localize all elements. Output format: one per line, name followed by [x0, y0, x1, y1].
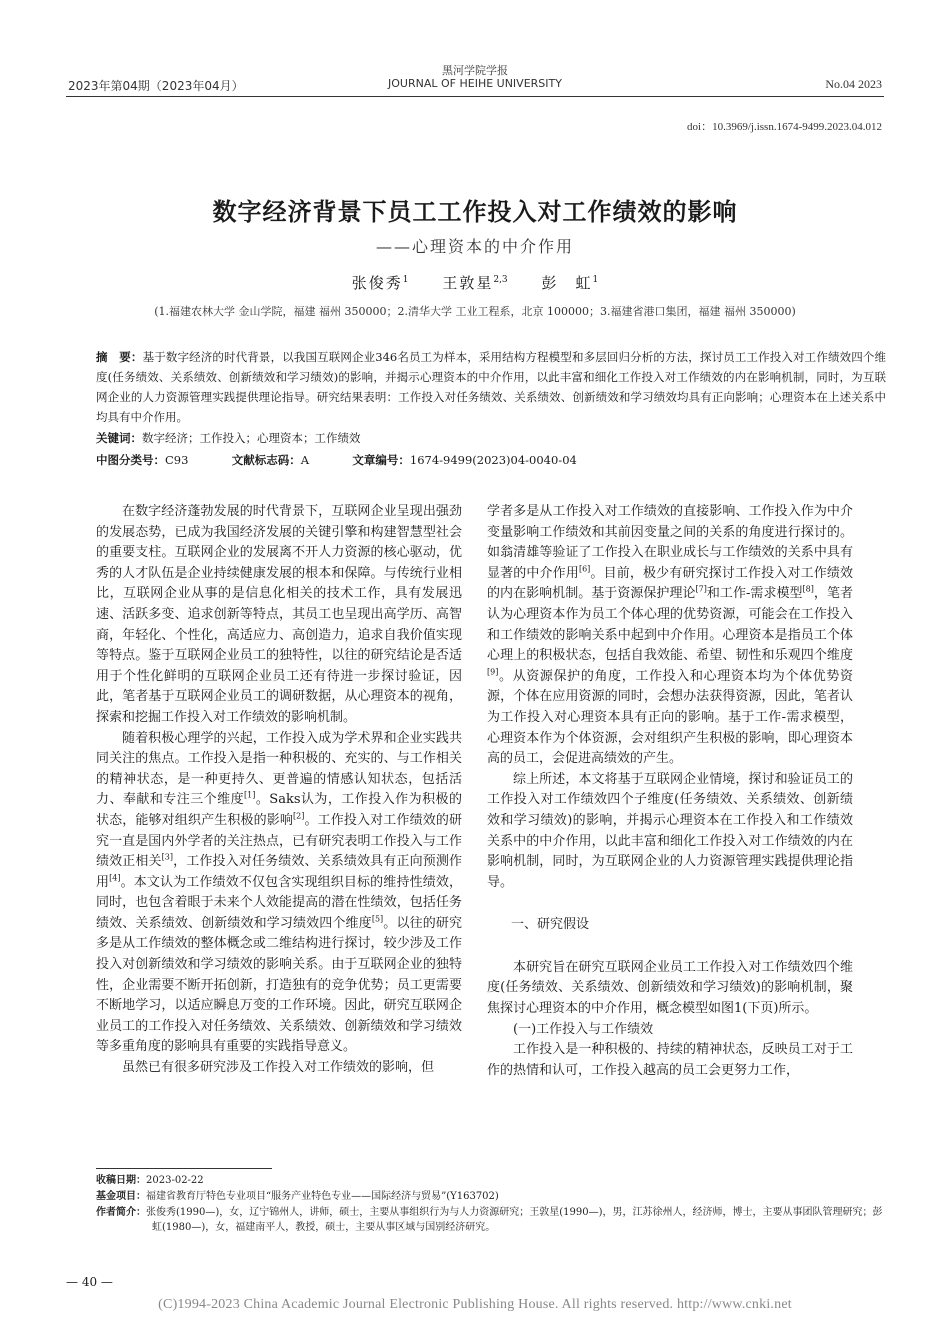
keywords: [96, 430, 361, 446]
paper-title: 数字经济背景下员工工作投入对工作绩效的影响: [212, 197, 738, 226]
received-label: 收稿日期：: [96, 1175, 146, 1186]
doi: doi：10.3969/j.issn.1674-9499.2023.04.012: [687, 121, 882, 133]
clc-label: 中图分类号：: [96, 453, 165, 467]
footnote-bio: [96, 1205, 886, 1235]
body-paragraph: 本研究旨在研究互联网企业员工工作投入对工作绩效四个维度(任务绩效、关系绩效、创新绩效和学习绩效)的影响机制，聚焦探讨心理资本的中介作用，概念模型如图1(下页)所示。: [487, 959, 853, 1017]
subsection-heading: (一)工作投入与工作绩效: [513, 1021, 654, 1037]
citation: [9]: [487, 667, 499, 677]
citation: [5]: [371, 914, 384, 924]
author-list: [0, 272, 950, 293]
abstract: [96, 347, 886, 427]
journal-name-cn: 黑河学院学报: [442, 64, 508, 77]
author-affil-mark: 2,3: [493, 275, 508, 285]
header-issue-right: No.04 2023: [825, 77, 882, 91]
bio-text: 张俊秀(1990—)，女，辽宁锦州人，讲师，硕士，主要从事组织行为与人力资源研究；王敦星(1990—)，男，江苏徐州人，经济师，博士，主要从事团队管理研究；彭虹(1980—)，女，福建南平人，教授，硕士，主要从事区域与国别经济研究。: [146, 1207, 883, 1233]
body-paragraph: 学者多是从工作投入对工作绩效的直接影响、工作投入作为中介变量影响工作绩效和其前因变量之间的关系的角度进行探讨的。如翁清雄等验证了工作投入在职业成长与工作绩效的关系中具有显著的中介作用[6]。目前，极少有研究探讨工作投入对工作绩效的内在影响机制。基于资源保护理论[7]和工作-需求模型[8]，笔者认为心理资本作为员工个体心理的优势资源，可能会在工作投入和工作绩效的影响关系中起到中介作用。心理资本是指员工个体心理上的积极状态，包括自我效能、希望、韧性和乐观四个维度[9]。从资源保护的角度，工作投入和心理资本均为个体优势资源，个体在应用资源的同时，会想办法获得资源，因此，笔者认为工作投入对心理资本具有正向的影响。基于工作-需求模型，心理资本作为个体资源，会对组织产生积极的影响，即心理资本高的员工，会促进高绩效的产生。: [487, 504, 853, 767]
classification-line: [96, 452, 577, 468]
clc-value: C93: [165, 453, 189, 467]
abstract-label: 摘 要：: [96, 350, 143, 364]
body-paragraph: 综上所述，本文将基于互联网企业情境，探讨和验证员工的工作投入对工作绩效四个子维度(任务绩效、关系绩效、创新绩效和学习绩效)的影响，并揭示心理资本在工作投入和工作绩效关系中的中介作用，以此丰富和细化工作投入对工作绩效的内在影响机制，同时，为互联网企业的人力资源管理实践提供理论指导。: [487, 771, 853, 890]
citation: [1]: [244, 790, 256, 800]
author-affil-mark: 1: [592, 275, 599, 285]
body-column-left: [96, 502, 462, 1079]
doc-code-label: 文献标志码：: [231, 453, 301, 467]
article-no-label: 文章编号：: [352, 453, 410, 467]
paper-subtitle: ——心理资本的中介作用: [375, 237, 574, 256]
page-number: — 40 —: [66, 1275, 113, 1289]
received-date: 2023-02-22: [146, 1175, 204, 1186]
author-name: 彭 虹: [541, 274, 593, 292]
fund-text: 福建省教育厅特色专业项目“服务产业特色专业——国际经济与贸易”(Y163702): [146, 1191, 499, 1202]
footnote-fund: [96, 1189, 886, 1204]
citation: [2]: [293, 811, 305, 821]
fund-label: 基金项目：: [96, 1191, 146, 1202]
abstract-text: 基于数字经济的时代背景，以我国互联网企业346名员工为样本，采用结构方程模型和多层回归分析的方法，探讨员工工作投入对工作绩效四个维度(任务绩效、关系绩效、创新绩效和学习绩效)的影响，并揭示心理资本的中介作用，以此丰富和细化工作投入对工作绩效的内在影响机制，同时，为互联网企业的人力资源管理实践提供理论指导。研究结果表明：工作投入对任务绩效、关系绩效、创新绩效和学习绩效均具有正向影响；心理资本在上述关系中均具有中介作用。: [96, 350, 887, 424]
citation: [7]: [695, 585, 707, 595]
citation: [8]: [802, 585, 814, 595]
doc-code-value: A: [300, 453, 310, 467]
author-name: 张俊秀: [351, 274, 403, 292]
body-paragraph: 在数字经济蓬勃发展的时代背景下，互联网企业呈现出强劲的发展态势，已成为我国经济发展的关键引擎和构建智慧型社会的重要支柱。互联网企业的发展离不开人力资源的核心驱动，优秀的人才队伍是企业持续健康发展的根本和保障。与传统行业相比，互联网企业从事的是信息化相关的技术工作，具有发展迅速、活跃多变、追求创新等特点，其员工也呈现出高学历、高智商，年轻化、个性化，高适应力、高创造力，追求自我价值实现等特点。鉴于互联网企业员工的独特性，以往的研究结论是否适用于个性化鲜明的互联网企业员工还有待进一步探讨验证，因此，笔者基于互联网企业员工的调研数据，从心理资本的视角，探索和挖掘工作投入对工作绩效的影响机制。: [96, 504, 462, 725]
article-no-value: 1674-9499(2023)04-0040-04: [409, 453, 577, 467]
header-journal: [0, 64, 950, 90]
header-divider: [66, 96, 884, 97]
citation: [4]: [109, 873, 121, 883]
bio-label: 作者简介：: [96, 1207, 146, 1218]
citation: [3]: [161, 852, 174, 862]
body-paragraph: 虽然已有很多研究涉及工作投入对工作绩效的影响，但: [122, 1060, 435, 1076]
citation: [6]: [578, 564, 591, 574]
author-affil-mark: 1: [402, 275, 409, 285]
keywords-text: 数字经济；工作投入；心理资本；工作绩效: [142, 431, 361, 445]
keywords-label: 关键词：: [96, 431, 142, 445]
journal-name-en: JOURNAL OF HEIHE UNIVERSITY: [388, 77, 562, 90]
body-column-right: [487, 502, 853, 1081]
header-issue-left: 2023年第04期（2023年04月）: [68, 79, 244, 93]
body-paragraph: 随着积极心理学的兴起，工作投入成为学术界和企业实践共同关注的焦点。工作投入是指一种积极的、充实的、与工作相关的精神状态，是一种更持久、更普遍的情感认知状态，包括活力、奉献和专注三个维度[1]。Saks认为，工作投入作为积极的状态，能够对组织产生积极的影响[2]。工作投入对工作绩效的研究一直是国内外学者的关注热点，已有研究表明工作投入与工作绩效正相关[3]，工作投入对任务绩效、关系绩效具有正向预测作用[4]。本文认为工作绩效不仅包含实现组织目标的维持性绩效，同时，也包含着眼于未来个人效能提高的潜在性绩效，包括任务绩效、关系绩效、创新绩效和学习绩效四个维度[5]。以往的研究多是从工作绩效的整体概念或二维结构进行探讨，较少涉及工作投入对创新绩效和学习绩效的影响关系。由于互联网企业的独特性，企业需要不断开拓创新，打造独有的竞争优势；员工更需要不断地学习，以适应瞬息万变的工作环境。因此，研究互联网企业员工的工作投入对任务绩效、关系绩效、创新绩效和学习绩效等多重角度的影响具有重要的实践指导意义。: [96, 730, 462, 1055]
affiliations: (1.福建农林大学 金山学院，福建 福州 350000；2.清华大学 工业工程系，北京 100000；3.福建省港口集团，福建 福州 350000): [154, 305, 796, 318]
copyright-notice: (C)1994-2023 China Academic Journal Electronic Publishing House. All rights reserved. http://www.cnki.net: [158, 1297, 792, 1312]
author-name: 王敦星: [442, 274, 494, 292]
body-paragraph: 工作投入是一种积极的、持续的精神状态，反映员工对于工作的热情和认可，工作投入越高的员工会更努力工作，: [487, 1042, 853, 1078]
footnote-divider: [96, 1168, 272, 1169]
footnote-received: [96, 1173, 886, 1188]
section-heading: 一、研究假设: [511, 917, 590, 933]
